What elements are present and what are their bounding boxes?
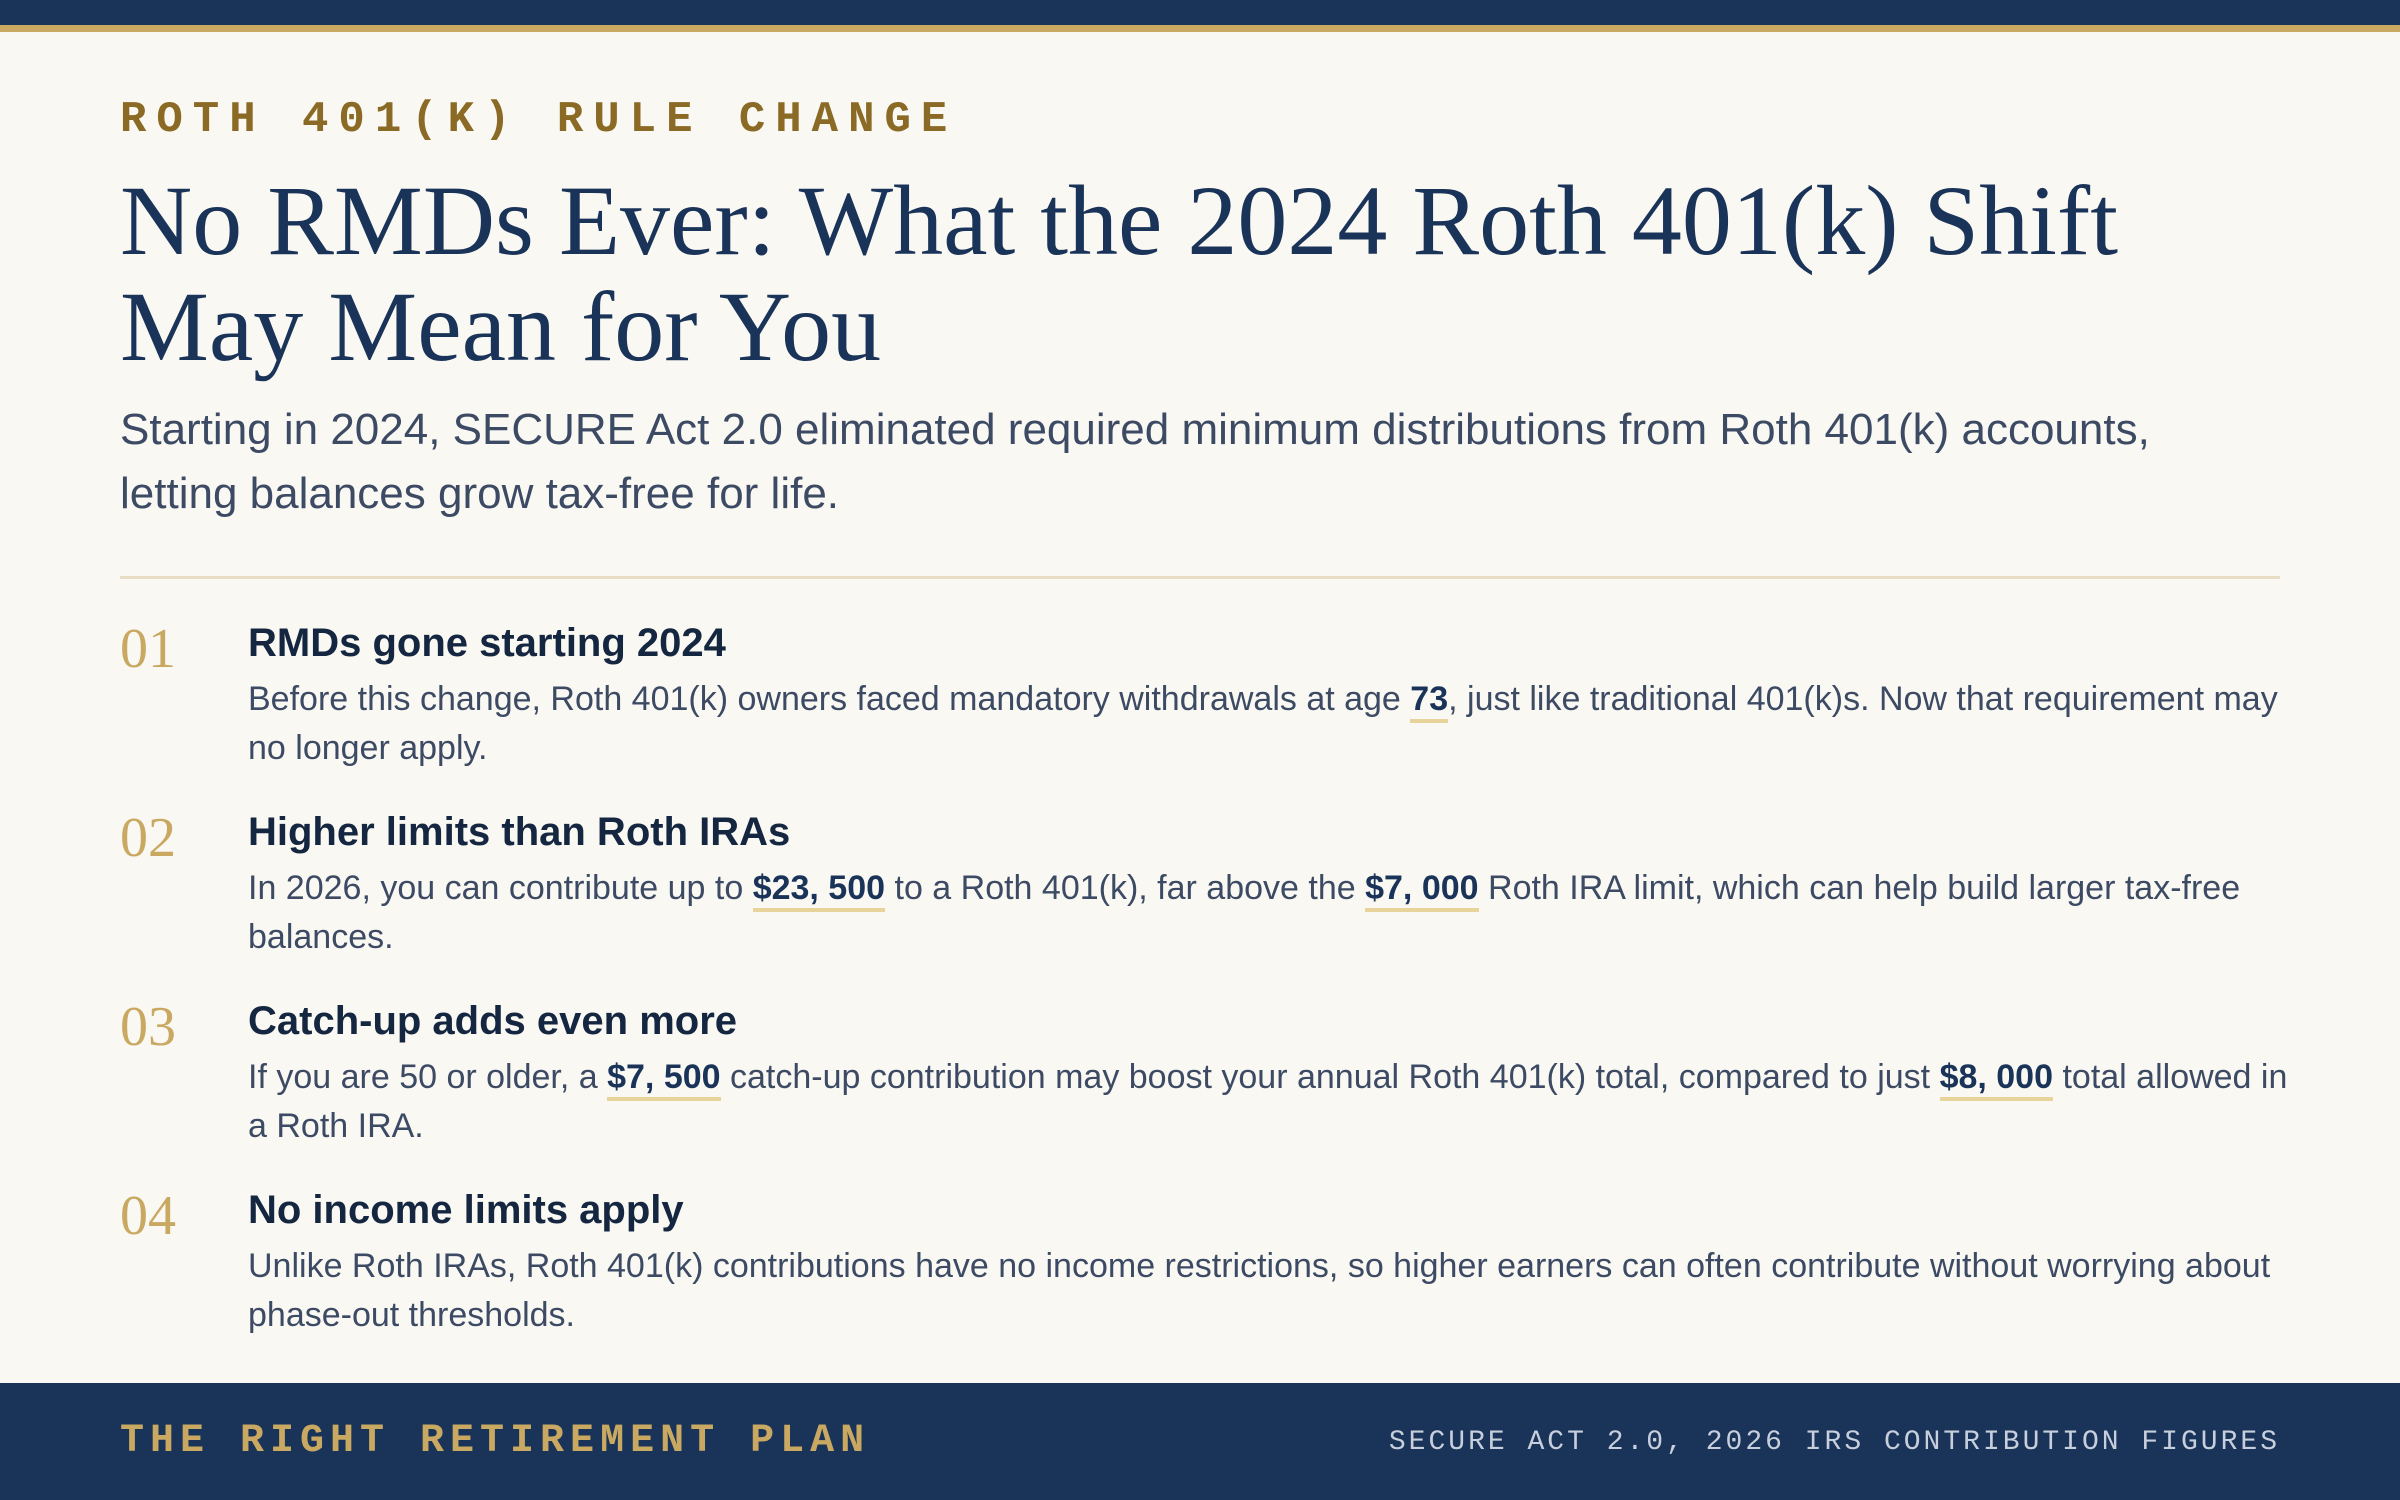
point-text [248,675,2288,773]
highlight-value: $7, 500 [607,1058,720,1101]
main-content [120,90,2288,1373]
point-text-segment: Unlike Roth IRAs, Roth 401(k) contributions have no income restrictions, so higher earners can often contribute without worrying about phase-out thresholds. [248,1247,2271,1334]
highlight-value: $8, 000 [1940,1058,2053,1101]
point-number: 03 [120,996,176,1058]
footer-bar [0,1383,2400,1500]
eyebrow-label: ROTH 401(K) RULE CHANGE [120,95,958,145]
point-title: RMDs gone starting 2024 [248,621,726,665]
highlight-value: $23, 500 [753,869,885,912]
point-text-segment: catch-up contribution may boost your annual Roth 401(k) total, compared to just [720,1058,1940,1096]
point-text-segment: Roth IRA limit, which can help build larger tax-free balances. [248,869,2241,956]
point-text-segment: If you are 50 or older, a [248,1058,608,1096]
page-subtitle: Starting in 2024, SECURE Act 2.0 eliminated required minimum distributions from Roth 401(k) accounts, letting balances grow tax-free for life. [120,405,2150,518]
point-body [248,617,2288,773]
page-title: No RMDs Ever: What the 2024 Roth 401(k) Shift May Mean for You [120,165,2118,382]
point-text [248,1242,2288,1340]
point-title: No income limits apply [248,1188,684,1232]
footer-brand: THE RIGHT RETIREMENT PLAN [120,1419,871,1464]
point-body [248,806,2288,962]
section-divider [120,576,2280,579]
point-text-segment: Before this change, Roth 401(k) owners faced mandatory withdrawals at age [248,680,1411,718]
point-text-segment: In 2026, you can contribute up to [248,869,753,907]
top-color-bar [0,0,2400,25]
point-text-segment: to a Roth 401(k), far above the [885,869,1366,907]
point-text-segment: total allowed in a Roth IRA. [248,1058,2288,1145]
point-item-02 [120,806,2280,995]
top-gold-rule [0,25,2400,32]
point-body [248,1184,2288,1340]
point-item-01 [120,617,2280,806]
point-item-04 [120,1184,2280,1373]
point-body [248,995,2288,1151]
point-title: Higher limits than Roth IRAs [248,810,791,854]
footer-source-note: SECURE ACT 2.0, 2026 IRS CONTRIBUTION FIGURES [1388,1427,2280,1458]
highlight-value: $7, 000 [1365,869,1478,912]
highlight-value: 73 [1410,680,1448,723]
point-text-segment: , just like traditional 401(k)s. Now that requirement may no longer apply. [248,680,2278,767]
point-number: 02 [120,807,176,869]
point-title: Catch-up adds even more [248,999,738,1043]
point-number: 01 [120,618,176,680]
point-text [248,1053,2288,1151]
key-points-list [120,617,2288,1373]
point-item-03 [120,995,2288,1184]
point-text [248,864,2288,962]
point-number: 04 [120,1185,176,1247]
